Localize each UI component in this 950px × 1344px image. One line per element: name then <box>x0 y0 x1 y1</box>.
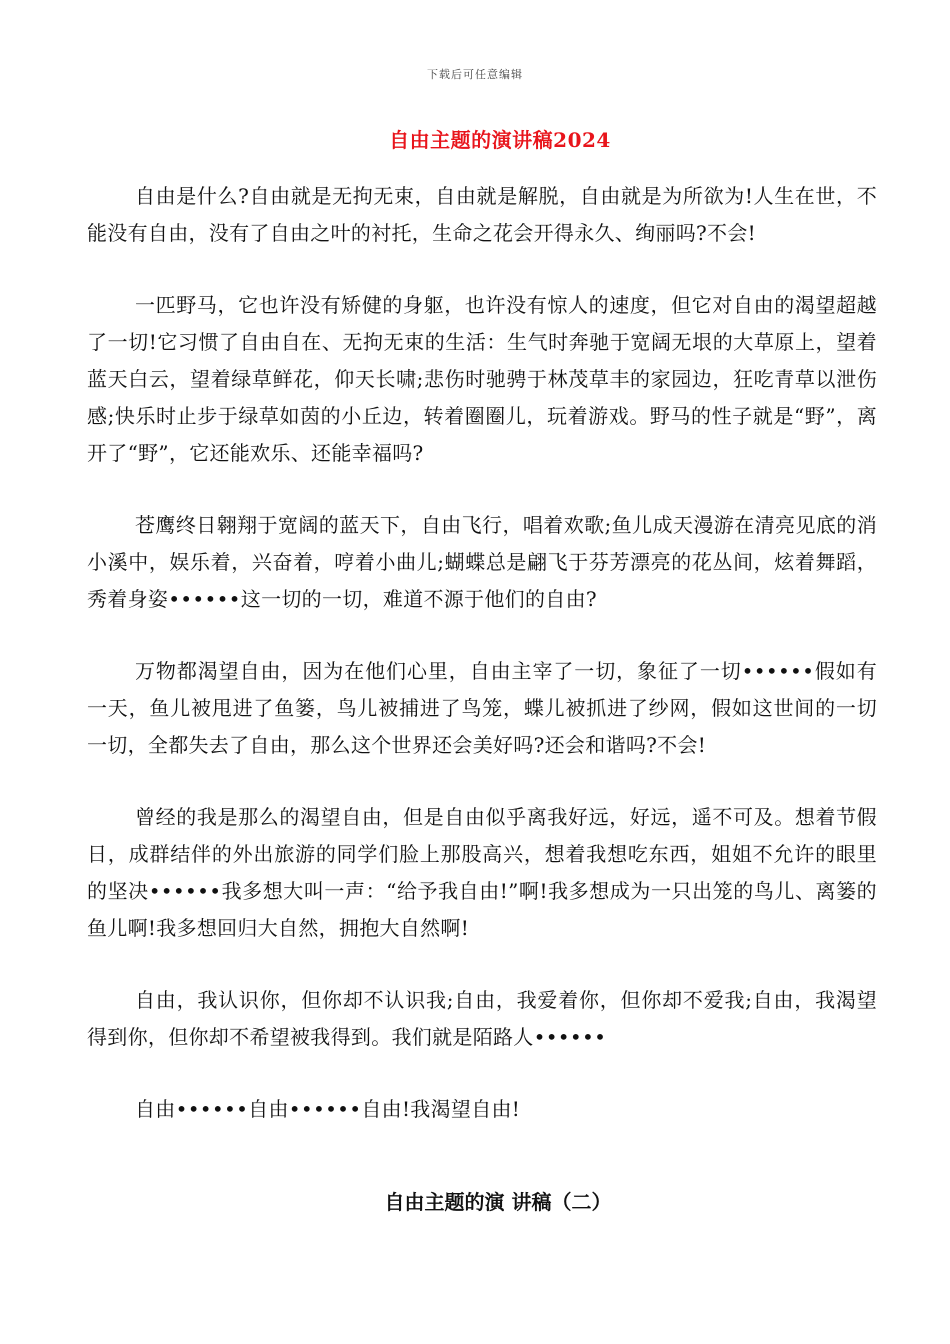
paragraph: 自由••••••自由••••••自由!我渴望自由! <box>135 1097 521 1121</box>
header-note: 下载后可任意编辑 <box>427 68 523 81</box>
paragraph: 万物都渴望自由，因为在他们心里，自由主宰了一切，象征了一切••••••假如有一天，鱼儿被甩进了鱼篓，鸟儿被捕进了鸟笼，蝶儿被抓进了纱网，假如这世间的一切一切，全都失去了自由，那么这个世界还会美好吗?还会和谐吗?不会! <box>87 659 877 757</box>
document-title: 自由主题的演讲稿2024 <box>389 128 611 152</box>
paragraph: 一匹野马，它也许没有矫健的身躯，也许没有惊人的速度，但它对自由的渴望超越了一切!它习惯了自由自在、无拘无束的生活：生气时奔驰于宽阔无垠的大草原上，望着蓝天白云，望着绿草鲜花，仰天长啸;悲伤时驰骋于林茂草丰的家园边，狂吃青草以泄伤感;快乐时止步于绿草如茵的小丘边，转着圈圈儿，玩着游戏。野马的性子就是“野”，离开了“野”，它还能欢乐、还能幸福吗? <box>87 293 877 465</box>
paragraph: 自由是什么?自由就是无拘无束，自由就是解脱，自由就是为所欲为!人生在世，不能没有自由，没有了自由之叶的衬托，生命之花会开得永久、绚丽吗?不会! <box>87 184 877 245</box>
paragraph: 曾经的我是那么的渴望自由，但是自由似乎离我好远，好远，遥不可及。想着节假日，成群结伴的外出旅游的同学们脸上那股高兴，想着我想吃东西，姐姐不允许的眼里的坚决••••••我多想大叫一声：“给予我自由!”啊!我多想成为一只出笼的鸟儿、离篓的鱼儿啊!我多想回归大自然，拥抱大自然啊! <box>87 805 877 940</box>
paragraph: 自由，我认识你，但你却不认识我;自由，我爱着你，但你却不爱我;自由，我渴望得到你，但你却不希望被我得到。我们就是陌路人•••••• <box>87 988 877 1049</box>
document-body <box>87 178 877 1163</box>
section-subtitle: 自由主题的演 讲稿（二） <box>384 1190 612 1214</box>
paragraph: 苍鹰终日翱翔于宽阔的蓝天下，自由飞行，唱着欢歌;鱼儿成天漫游在清亮见底的消小溪中，娱乐着，兴奋着，哼着小曲儿;蝴蝶总是翩飞于芬芳漂亮的花丛间，炫着舞蹈，秀着身姿••••••这一切的一切，难道不源于他们的自由? <box>87 513 877 611</box>
